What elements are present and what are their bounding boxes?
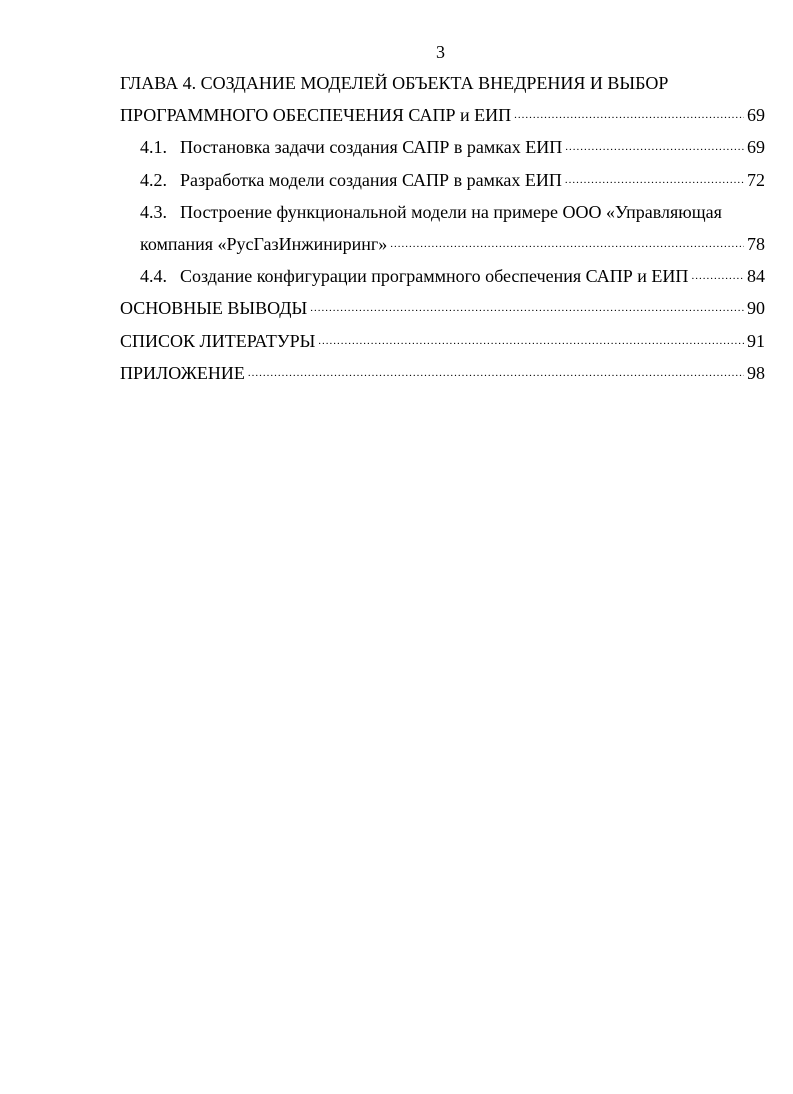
dot-leader — [565, 169, 744, 191]
toc-appendix — [120, 352, 765, 384]
table-of-contents — [120, 70, 765, 384]
toc-references-page: 91 — [747, 330, 765, 351]
dot-leader — [318, 330, 744, 352]
toc-conclusions — [120, 287, 765, 319]
toc-section-number: 4.2. — [140, 169, 167, 190]
toc-section-number: 4.1. — [140, 137, 167, 158]
toc-chapter4-title-part2: ПРОГРАММНОГО ОБЕСПЕЧЕНИЯ САПР и ЕИП — [120, 105, 512, 126]
toc-section-4-3-line1 — [120, 191, 765, 223]
toc-chapter4-title-line1 — [120, 70, 765, 94]
toc-section-page: 72 — [747, 169, 765, 190]
toc-appendix-page: 98 — [747, 362, 765, 383]
dot-leader — [691, 265, 744, 287]
dot-leader — [248, 362, 744, 384]
toc-conclusions-page: 90 — [747, 298, 765, 319]
toc-section-4-4 — [120, 255, 765, 287]
toc-conclusions-title: ОСНОВНЫЕ ВЫВОДЫ — [120, 298, 308, 319]
toc-section-4-3-line2 — [120, 223, 765, 255]
dot-leader — [310, 297, 744, 319]
toc-references-title: СПИСОК ЛИТЕРАТУРЫ — [120, 330, 316, 351]
toc-chapter4-title-line2 — [120, 94, 765, 126]
dot-leader — [514, 104, 744, 126]
toc-section-title-part1: Построение функциональной модели на примере ООО «Управляющая — [180, 201, 722, 222]
toc-appendix-title: ПРИЛОЖЕНИЕ — [120, 362, 245, 383]
toc-section-4-1 — [120, 126, 765, 158]
toc-references — [120, 319, 765, 351]
dot-leader — [390, 233, 744, 255]
dot-leader — [565, 136, 744, 158]
toc-section-page: 84 — [747, 266, 765, 287]
page-number: 3 — [436, 42, 445, 62]
toc-section-title: Постановка задачи создания САПР в рамках ЕИП — [180, 137, 563, 158]
toc-section-page: 78 — [747, 233, 765, 254]
toc-section-title: Разработка модели создания САПР в рамках ЕИП — [180, 169, 562, 190]
toc-section-title: Создание конфигурации программного обеспечения САПР и ЕИП — [180, 266, 689, 287]
toc-chapter4-page: 69 — [747, 105, 765, 126]
toc-section-number: 4.3. — [140, 201, 167, 222]
toc-section-number: 4.4. — [140, 266, 167, 287]
toc-section-page: 69 — [747, 137, 765, 158]
toc-section-4-2 — [120, 158, 765, 190]
toc-section-title-part2: компания «РусГазИнжиниринг» — [140, 233, 388, 254]
toc-chapter4-title-part1: ГЛАВА 4. СОЗДАНИЕ МОДЕЛЕЙ ОБЪЕКТА ВНЕДРЕНИЯ И ВЫБОР — [120, 73, 669, 93]
